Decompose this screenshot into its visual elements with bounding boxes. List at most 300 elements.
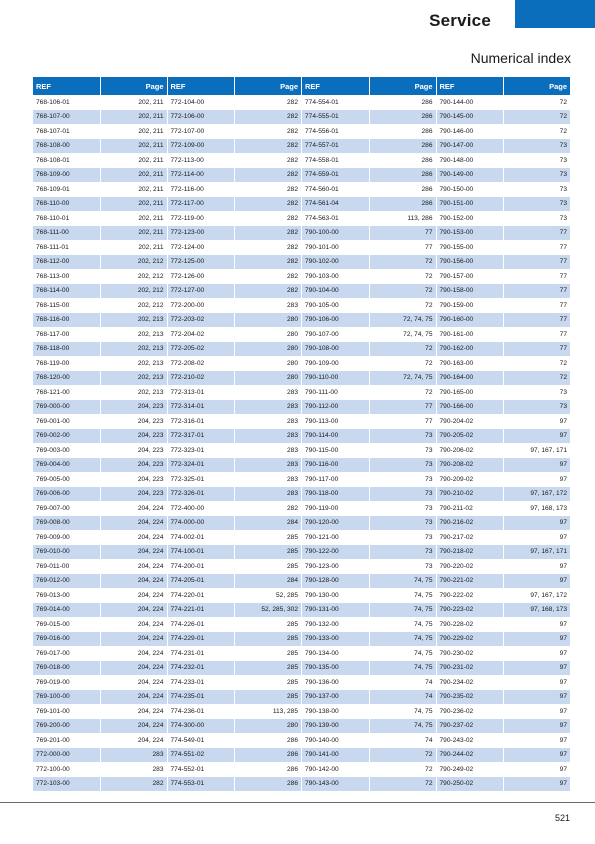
page-cell: 204, 223 [100,472,167,487]
page-cell: 73 [369,545,436,560]
ref-cell: 774-551-02 [168,748,235,763]
table-row [33,748,167,763]
ref-cell: 790-243-02 [437,733,504,748]
page-cell: 280 [235,327,302,342]
table-row [437,182,571,197]
page-cell: 282 [235,139,302,154]
page-cell: 204, 224 [100,588,167,603]
page-subtitle: Numerical index [470,50,571,66]
page-cell: 202, 211 [100,226,167,241]
ref-cell: 768-114-00 [33,284,100,299]
page-cell: 97 [504,661,571,676]
page-cell: 97 [504,429,571,444]
ref-cell: 790-236-02 [437,704,504,719]
table-row [33,197,167,212]
table-row [33,400,167,415]
page-cell: 77 [504,226,571,241]
page-cell: 282 [235,226,302,241]
ref-cell: 790-249-02 [437,762,504,777]
page-cell: 97 [504,559,571,574]
table-row [437,269,571,284]
page-cell: 73 [504,139,571,154]
table-row [437,400,571,415]
ref-cell: 772-208-02 [168,356,235,371]
ref-cell: 774-205-01 [168,574,235,589]
page-cell: 72 [369,385,436,400]
page-cell: 73 [369,443,436,458]
ref-cell: 769-000-00 [33,400,100,415]
page-cell: 73 [504,197,571,212]
table-row [437,429,571,444]
page-cell: 72 [504,124,571,139]
ref-cell: 790-122-00 [302,545,369,560]
page-cell: 285 [235,545,302,560]
table-row [168,501,302,516]
ref-cell: 772-316-01 [168,414,235,429]
ref-cell: 769-006-00 [33,487,100,502]
page-cell: 202, 211 [100,240,167,255]
table-row [33,646,167,661]
header-row [168,77,302,95]
ref-cell: 790-149-00 [437,168,504,183]
ref-cell: 768-109-01 [33,182,100,197]
ref-cell: 768-106-01 [33,95,100,110]
table-row [168,588,302,603]
page-cell: 285 [235,690,302,705]
ref-cell: 790-112-00 [302,400,369,415]
page-cell: 202, 213 [100,313,167,328]
page-cell: 73 [504,153,571,168]
table-row [302,356,436,371]
page-cell: 97, 167, 172 [504,487,571,502]
ref-cell: 790-106-00 [302,313,369,328]
page-cell: 72 [369,748,436,763]
page-cell: 284 [235,574,302,589]
ref-cell: 772-103-00 [33,777,100,792]
ref-cell: 774-236-01 [168,704,235,719]
table-row [437,704,571,719]
table-row [302,530,436,545]
page-cell: 77 [504,342,571,357]
page-cell: 97, 167, 171 [504,443,571,458]
table-row [33,559,167,574]
table-row [302,690,436,705]
ref-cell: 790-211-02 [437,501,504,516]
page-cell: 282 [235,255,302,270]
table-row [168,110,302,125]
table-row [168,313,302,328]
page-cell: 73 [504,211,571,226]
ref-cell: 769-013-00 [33,588,100,603]
table-row [437,559,571,574]
table-row [168,371,302,386]
page-cell: 97 [504,704,571,719]
ref-cell: 772-116-00 [168,182,235,197]
page-cell: 97 [504,777,571,792]
table-row [33,443,167,458]
ref-cell: 774-553-01 [168,777,235,792]
table-row [437,458,571,473]
table-row [33,139,167,154]
page-cell: 204, 223 [100,487,167,502]
page-cell: 72 [369,298,436,313]
page-cell: 72 [369,284,436,299]
table-row [33,588,167,603]
table-row [168,226,302,241]
table-row [437,690,571,705]
table-row [437,516,571,531]
page-cell: 204, 224 [100,545,167,560]
table-row [168,400,302,415]
table-row [33,153,167,168]
ref-cell: 790-161-00 [437,327,504,342]
ref-cell: 772-323-01 [168,443,235,458]
page-cell: 72 [369,356,436,371]
ref-cell: 790-131-00 [302,603,369,618]
ref-cell: 772-314-01 [168,400,235,415]
table-row [437,719,571,734]
table-row [168,342,302,357]
ref-cell: 772-203-02 [168,313,235,328]
page-cell: 74 [369,733,436,748]
table-row [33,327,167,342]
footer-divider [0,802,595,803]
ref-cell: 774-232-01 [168,661,235,676]
table-row [302,124,436,139]
table-row [168,777,302,792]
ref-cell: 790-123-00 [302,559,369,574]
ref-cell: 790-147-00 [437,139,504,154]
ref-cell: 774-233-01 [168,675,235,690]
header-row [33,77,167,95]
page-cell: 202, 213 [100,385,167,400]
ref-cell: 774-552-01 [168,762,235,777]
table-row [302,603,436,618]
table-row [33,704,167,719]
ref-cell: 774-556-01 [302,124,369,139]
ref-cell: 768-110-00 [33,197,100,212]
ref-cell: 790-142-00 [302,762,369,777]
ref-cell: 769-017-00 [33,646,100,661]
table-row [302,501,436,516]
table-row [437,748,571,763]
page-cell: 73 [504,168,571,183]
table-row [33,371,167,386]
ref-cell: 772-200-00 [168,298,235,313]
table-row [437,632,571,647]
ref-cell: 790-113-00 [302,414,369,429]
table-row [302,588,436,603]
column-header-ref: REF [33,77,100,95]
section-title: Service [429,11,491,30]
ref-cell: 772-313-01 [168,385,235,400]
table-row [437,385,571,400]
ref-cell: 768-111-00 [33,226,100,241]
ref-cell: 769-008-00 [33,516,100,531]
ref-cell: 772-117-00 [168,197,235,212]
ref-cell: 790-145-00 [437,110,504,125]
ref-cell: 769-201-00 [33,733,100,748]
ref-cell: 768-121-00 [33,385,100,400]
ref-cell: 769-014-00 [33,603,100,618]
ref-cell: 790-166-00 [437,400,504,415]
ref-cell: 772-100-00 [33,762,100,777]
page-cell: 283 [235,429,302,444]
table-row [437,124,571,139]
page-cell: 97 [504,458,571,473]
ref-cell: 790-148-00 [437,153,504,168]
column-header-page: Page [369,77,436,95]
page-cell: 72 [369,342,436,357]
ref-cell: 790-118-00 [302,487,369,502]
table-row [33,632,167,647]
table-row [33,110,167,125]
ref-cell: 790-136-00 [302,675,369,690]
table-row [437,733,571,748]
ref-cell: 772-000-00 [33,748,100,763]
ref-cell: 790-109-00 [302,356,369,371]
ref-cell: 790-105-00 [302,298,369,313]
ref-cell: 790-104-00 [302,284,369,299]
page-cell: 204, 224 [100,719,167,734]
ref-cell: 790-250-02 [437,777,504,792]
table-row [302,545,436,560]
ref-cell: 790-141-00 [302,748,369,763]
ref-cell: 790-101-00 [302,240,369,255]
ref-cell: 769-015-00 [33,617,100,632]
table-row [168,603,302,618]
page-cell: 286 [369,153,436,168]
table-row [168,139,302,154]
page-cell: 74, 75 [369,646,436,661]
page-cell: 97 [504,675,571,690]
ref-cell: 769-100-00 [33,690,100,705]
ref-cell: 768-108-01 [33,153,100,168]
ref-cell: 768-111-01 [33,240,100,255]
page-cell: 97, 167, 172 [504,588,571,603]
ref-cell: 772-127-00 [168,284,235,299]
ref-cell: 774-100-01 [168,545,235,560]
page-cell: 280 [235,342,302,357]
page-cell: 72, 74, 75 [369,371,436,386]
ref-cell: 774-200-01 [168,559,235,574]
ref-cell: 769-001-00 [33,414,100,429]
ref-cell: 790-237-02 [437,719,504,734]
page-cell: 72, 74, 75 [369,327,436,342]
page-cell: 283 [100,748,167,763]
table-row [437,95,571,110]
table-row [302,429,436,444]
table-row [302,458,436,473]
table-row [168,574,302,589]
table-row [302,400,436,415]
page-cell: 97 [504,690,571,705]
ref-cell: 790-151-00 [437,197,504,212]
table-row [168,414,302,429]
table-row [168,429,302,444]
table-row [437,240,571,255]
ref-cell: 790-204-02 [437,414,504,429]
table-row [168,182,302,197]
ref-cell: 774-229-01 [168,632,235,647]
page-cell: 202, 211 [100,182,167,197]
table-row [33,182,167,197]
ref-cell: 774-002-01 [168,530,235,545]
page-cell: 73 [369,472,436,487]
ref-cell: 790-244-02 [437,748,504,763]
ref-cell: 790-139-00 [302,719,369,734]
table-row [33,777,167,792]
table-row [437,675,571,690]
page-cell: 77 [504,255,571,270]
page-cell: 74, 75 [369,617,436,632]
ref-cell: 769-002-00 [33,429,100,444]
ref-cell: 790-134-00 [302,646,369,661]
ref-cell: 769-007-00 [33,501,100,516]
ref-cell: 790-228-02 [437,617,504,632]
page-cell: 72 [369,762,436,777]
ref-cell: 790-235-02 [437,690,504,705]
page-cell: 97 [504,748,571,763]
page-cell: 285 [235,675,302,690]
ref-cell: 769-005-00 [33,472,100,487]
table-row [302,574,436,589]
page-cell: 97 [504,516,571,531]
page-cell: 286 [369,95,436,110]
ref-cell: 790-208-02 [437,458,504,473]
header-row [437,77,571,95]
ref-cell: 774-226-01 [168,617,235,632]
page-cell: 74, 75 [369,574,436,589]
ref-cell: 772-114-00 [168,168,235,183]
table-row [302,748,436,763]
column-header-page: Page [504,77,571,95]
page-cell: 283 [235,385,302,400]
ref-cell: 772-123-00 [168,226,235,241]
table-row [33,530,167,545]
table-row [168,646,302,661]
page-cell: 204, 223 [100,429,167,444]
ref-cell: 769-011-00 [33,559,100,574]
table-row [33,95,167,110]
page-cell: 97 [504,414,571,429]
page-cell: 73 [369,487,436,502]
ref-cell: 774-000-00 [168,516,235,531]
ref-cell: 790-158-00 [437,284,504,299]
page-cell: 202, 211 [100,153,167,168]
page-cell: 72, 74, 75 [369,313,436,328]
table-row [33,675,167,690]
table-row [168,545,302,560]
column-header-page: Page [235,77,302,95]
page-cell: 280 [235,371,302,386]
page-cell: 97, 168, 173 [504,603,571,618]
ref-cell: 790-165-00 [437,385,504,400]
page-cell: 202, 212 [100,255,167,270]
ref-cell: 790-157-00 [437,269,504,284]
table-row [302,487,436,502]
page-cell: 202, 212 [100,269,167,284]
page-cell: 97 [504,617,571,632]
table-row [302,704,436,719]
table-row [33,255,167,270]
ref-cell: 774-221-01 [168,603,235,618]
table-row [33,501,167,516]
page-cell: 202, 211 [100,124,167,139]
page-cell: 285 [235,530,302,545]
page-cell: 113, 285 [235,704,302,719]
page-cell: 97 [504,719,571,734]
page-cell: 284 [235,516,302,531]
table-row [302,197,436,212]
ref-cell: 790-128-00 [302,574,369,589]
page-cell: 204, 223 [100,443,167,458]
page-cell: 283 [235,400,302,415]
page-cell: 77 [504,269,571,284]
page-cell: 204, 223 [100,400,167,415]
table-row [437,356,571,371]
page-cell: 77 [369,400,436,415]
table-row [302,632,436,647]
table-row [437,139,571,154]
ref-cell: 772-325-01 [168,472,235,487]
ref-cell: 790-120-00 [302,516,369,531]
ref-cell: 772-119-00 [168,211,235,226]
page-cell: 204, 224 [100,704,167,719]
ref-cell: 790-234-02 [437,675,504,690]
ref-cell: 768-118-00 [33,342,100,357]
page-cell: 286 [369,182,436,197]
page-cell: 280 [235,313,302,328]
page-cell: 73 [504,182,571,197]
page-cell: 113, 286 [369,211,436,226]
table-row [33,226,167,241]
table-row [168,661,302,676]
table-row [168,298,302,313]
page-cell: 72 [369,255,436,270]
table-row [33,240,167,255]
ref-cell: 774-558-01 [302,153,369,168]
table-row [302,168,436,183]
table-row [168,211,302,226]
table-row [33,298,167,313]
table-row [168,762,302,777]
table-row [302,559,436,574]
table-row [168,748,302,763]
table-row [302,719,436,734]
column-header-ref: REF [168,77,235,95]
ref-cell: 790-135-00 [302,661,369,676]
ref-cell: 790-220-02 [437,559,504,574]
ref-cell: 772-125-00 [168,255,235,270]
page-cell: 204, 224 [100,675,167,690]
column-header-ref: REF [437,77,504,95]
table-row [33,313,167,328]
page-cell: 285 [235,632,302,647]
table-row [437,472,571,487]
ref-cell: 774-563-01 [302,211,369,226]
page-cell: 73 [369,458,436,473]
page-cell: 52, 285, 302 [235,603,302,618]
page-cell: 204, 224 [100,574,167,589]
page-cell: 97 [504,472,571,487]
ref-cell: 772-205-02 [168,342,235,357]
ref-cell: 790-130-00 [302,588,369,603]
table-row [302,226,436,241]
ref-cell: 790-143-00 [302,777,369,792]
page-cell: 202, 211 [100,139,167,154]
table-row [33,516,167,531]
